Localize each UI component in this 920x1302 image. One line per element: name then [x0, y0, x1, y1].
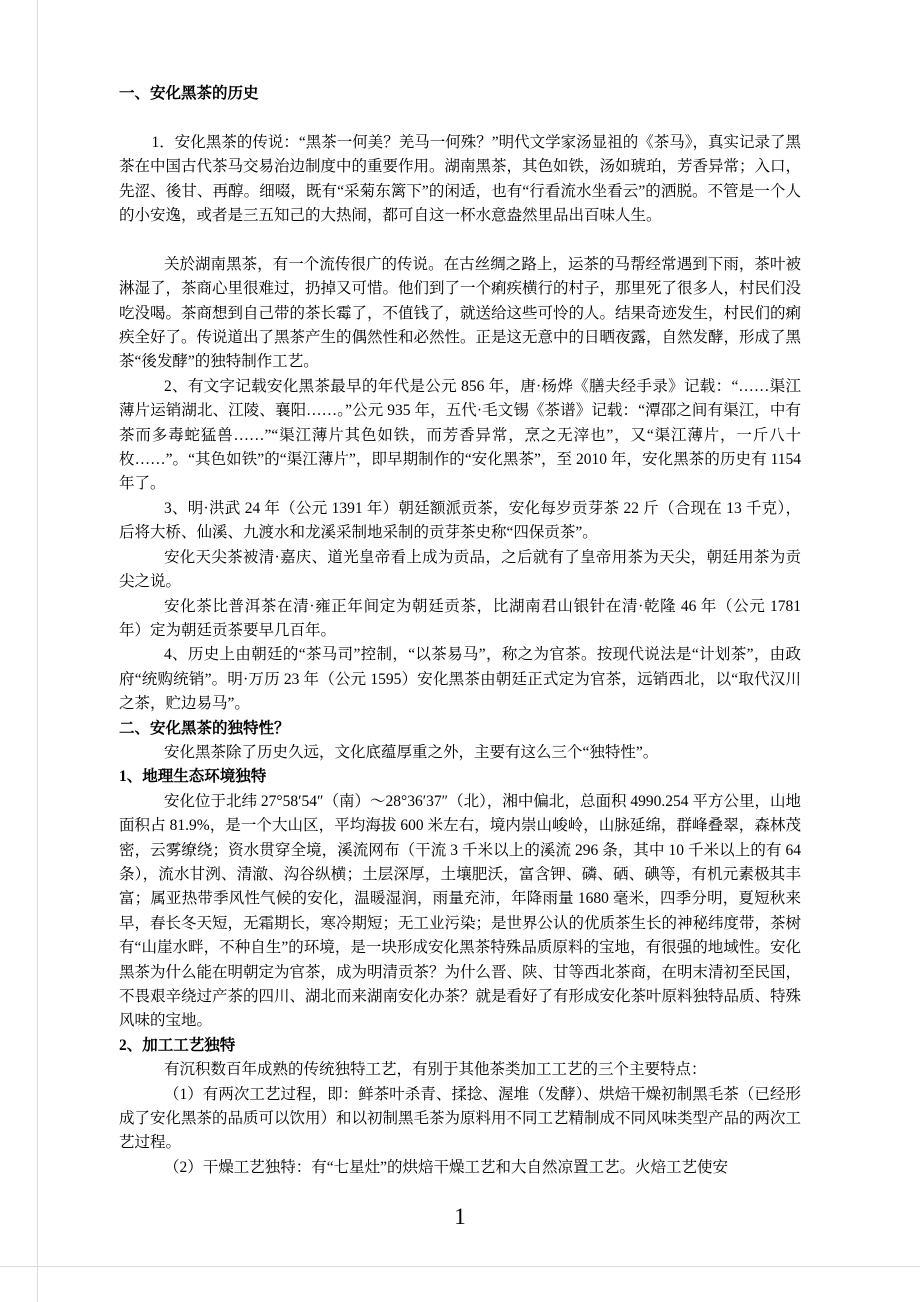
heading-geography: 1、地理生态环境独特 [119, 768, 267, 786]
paragraph-earliest-record: 2、有文字记载安化黑茶最早的年代是公元 856 年，唐·杨烨《膳夫经手录》记载：“……渠江薄片运销湖北、江陵、襄阳……。”公元 935 年，五代·毛文锡《茶谱》记载：“潭邵之间有渠江，中有茶而多毒蛇猛兽……”“渠江薄片其色如铁，而芳香异常，烹之无滓也”，又“渠江薄片，一斤八十枚……”。“其色如铁”的“渠江薄片”，即早期制作的“安化黑茶”，至 2010 年，安化黑茶的历史有 1154 年了。 [119, 377, 801, 493]
paragraph-geography: 安化位于北纬 27°58′54″（南）～28°36′37″（北），湘中偏北，总面积 4990.254 平方公里，山地面积占 81.9%，是一个大山区，平均海拔 600 米左右，境内崇山峻岭，山脉延绵，群峰叠翠，森林茂密，云雾缭绕；资水贯穿全境，溪流网布（干流 3 千米以上的溪流 296 条，其中 10 千米以上的有 64 条），流水甘洌、清澈、沟谷纵横；土层深厚，土壤肥沃，富含钾、磷、硒、碘等，有机元素极其丰富；属亚热带季风性气候的安化，温暖湿润，雨量充沛，年降雨量 1680 毫米，四季分明，夏短秋来早，春长冬天短，无霜期长，寒冷期短；无工业污染；是世界公认的优质茶生长的神秘纬度带，茶树有“山崖水畔，不种自生”的环境，是一块形成安化黑茶特殊品质原料的宝地，有很强的地域性。安化黑茶为什么能在明朝定为官茶，成为明清贡茶？为什么晋、陕、甘等西北茶商，在明末清初至民国，不畏艰辛绕过产茶的四川、湖北而来湖南安化办茶？就是看好了有形成安化茶叶原料独特品质、特殊风味的宝地。 [119, 792, 802, 1030]
paragraph-tianjian-tribute: 安化天尖茶被清·嘉庆、道光皇帝看上成为贡品，之后就有了皇帝用茶为天尖，朝廷用茶为贡尖之说。 [119, 548, 801, 591]
page-edge-bottom [0, 1266, 920, 1267]
blank-line [119, 106, 801, 130]
page-number: 1 [454, 1204, 466, 1229]
heading-processing: 2、加工工艺独特 [119, 1036, 236, 1054]
paragraph-earlier-than-puer: 安化茶比普洱茶在清·雍正年间定为朝廷贡茶，比湖南君山银针在清·乾隆 46 年（公元 1781 年）定为朝廷贡茶要早几百年。 [119, 597, 801, 639]
heading-history: 一、安化黑茶的历史 [119, 85, 259, 102]
paragraph-processing-point-2: （2）干燥工艺独特：有“七星灶”的烘焙干燥工艺和大自然凉置工艺。火焙工艺使安 [163, 1158, 728, 1176]
paragraph-processing-point-1: （1）有两次工艺过程，即：鲜茶叶杀青、揉捻、渥堆（发酵）、烘焙干燥初制黑毛茶（已经形成了安化黑茶的品质可以饮用）和以初制黑毛茶为原料用不同工艺精制成不同风味类型产品的两次工艺过程。 [119, 1085, 802, 1152]
blank-line [119, 228, 801, 252]
paragraph-silkroad-story: 关於湖南黑茶，有一个流传很广的传说。在古丝绸之路上，运茶的马帮经常遇到下雨，茶叶被淋湿了，茶商心里很难过，扔掉又可惜。他们到了一个痢疾横行的村子，那里死了很多人，村民们没吃没喝。茶商想到自己带的茶长霉了，不值钱了，就送给这些可怜的人。结果奇迹发生，村民们的痢疾全好了。传说道出了黑茶产生的偶然性和必然性。正是这无意中的日晒夜露，自然发酵，形成了黑茶“後发酵”的独特制作工艺。 [119, 255, 802, 371]
paragraph-ming-tribute: 3、明·洪武 24 年（公元 1391 年）朝廷额派贡茶，安化每岁贡芽茶 22 斤（合现在 13 千克），后将大桥、仙溪、九渡水和龙溪采制地采制的贡芽茶史称“四保贡茶”。 [119, 499, 801, 542]
paragraph-official-tea: 4、历史上由朝廷的“茶马司”控制，“以茶易马”，称之为官茶。按现代说法是“计划茶”，由政府“统购统销”。明·万历 23 年（公元 1595）安化黑茶由朝廷正式定为官茶，远销西北，以“取代汉川之茶，贮边易马”。 [119, 646, 801, 713]
heading-uniqueness: 二、安化黑茶的独特性？ [119, 719, 290, 737]
paragraph-uniqueness-intro: 安化黑茶除了历史久远，文化底蕴厚重之外，主要有这么三个“独特性”。 [163, 743, 659, 761]
paragraph-processing-intro: 有沉积数百年成熟的传统独特工艺，有别于其他茶类加工工艺的三个主要特点： [163, 1061, 707, 1079]
page-edge-left [37, 0, 38, 1302]
paragraph-tea-legend: 1．安化黑茶的传说：“黑茶一何美？羌马一何殊？”明代文学家汤显祖的《茶马》，真实记录了黑茶在中国古代茶马交易治边制度中的重要作用。湖南黑茶，其色如铁，汤如琥珀，芳香异常；入口，先涩、後甘、再醇。细啜，既有“采菊东篱下”的闲适，也有“行看流水坐看云”的洒脱。不管是一个人的小安逸，或者是三五知己的大热闹，都可自这一杯水意盎然里品出百味人生。 [119, 133, 802, 225]
document-body [119, 82, 801, 1180]
